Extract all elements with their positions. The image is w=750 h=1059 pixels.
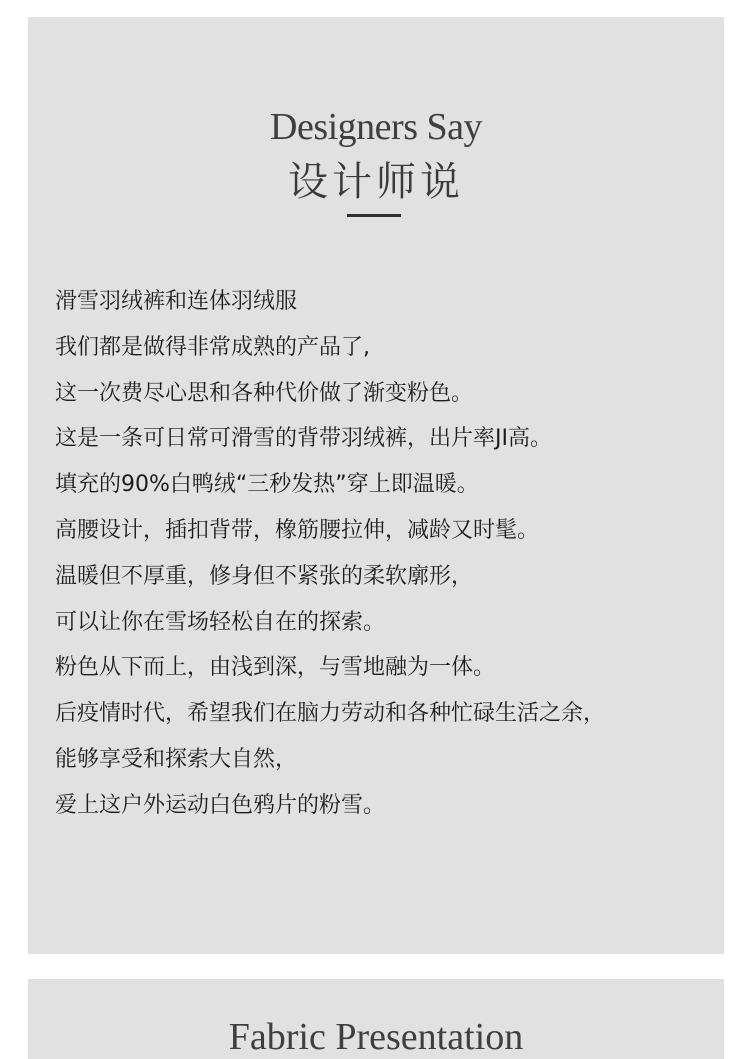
statement-line: 爱上这户外运动白色鸦片的粉雪。 (55, 792, 386, 818)
statement-line: 这是一条可日常可滑雪的背带羽绒裤，出片率JI高。 (55, 426, 552, 452)
statement-line: 我们都是做得非常成熟的产品了, (55, 334, 370, 360)
section-title-zh: 设计师说 (288, 159, 464, 205)
fabric-presentation-section (28, 979, 724, 1059)
statement-line: 可以让你在雪场轻松自在的探索。 (55, 609, 386, 635)
title-divider (347, 214, 401, 217)
statement-line: 高腰设计，插扣背带，橡筋腰拉伸，减龄又时髦。 (55, 517, 540, 543)
statement-line: 滑雪羽绒裤和连体羽绒服 (55, 289, 298, 314)
next-section-title-en: Fabric Presentation (228, 1016, 524, 1058)
statement-line: 后疫情时代，希望我们在脑力劳动和各种忙碌生活之余， (55, 701, 606, 727)
statement-line: 填充的90%白鸭绒“三秒发热”穿上即温暖。 (55, 472, 479, 498)
designers-say-section (28, 17, 724, 954)
section-title-en: Designers Say (270, 106, 482, 148)
statement-line: 能够享受和探索大自然， (55, 746, 298, 772)
statement-line: 粉色从下而上，由浅到深，与雪地融为一体。 (55, 655, 496, 681)
designer-statement (55, 279, 723, 829)
statement-line: 温暖但不厚重，修身但不紧张的柔软廓形， (55, 563, 474, 589)
statement-line: 这一次费尽心思和各种代价做了渐变粉色。 (55, 380, 474, 406)
